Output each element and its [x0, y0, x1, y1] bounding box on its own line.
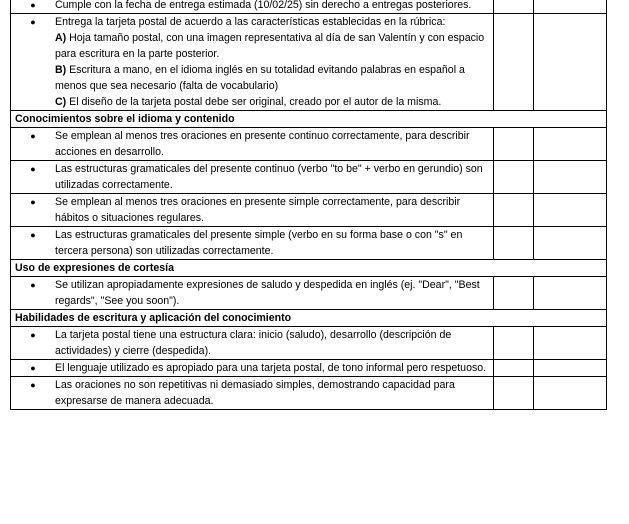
score-cell: [494, 327, 534, 360]
score-cell: [494, 128, 534, 161]
score-cell: [494, 14, 534, 111]
comment-cell: [534, 0, 607, 14]
bullet-icon: ●: [30, 363, 36, 373]
bullet-icon: ●: [30, 164, 36, 174]
sub-text: Escritura a mano, en el idioma inglés en su totalidad evitando palabras en español a menos que sea necesario (falta de vocabulario): [55, 64, 465, 92]
criterion-cell: [11, 14, 494, 111]
sub-label: B): [55, 64, 67, 76]
table-row: [11, 360, 607, 377]
sub-criterion-b: [55, 62, 493, 94]
table-row: [11, 327, 607, 360]
bullet-icon: ●: [30, 17, 36, 27]
criterion-cell: [11, 377, 494, 410]
score-cell: [494, 377, 534, 410]
rubric-table: [10, 0, 607, 410]
criterion-cell: [11, 128, 494, 161]
rubric-body: [11, 0, 607, 410]
score-cell: [494, 360, 534, 377]
criterion-cell: [11, 360, 494, 377]
comment-cell: [534, 194, 607, 227]
criterion-cell: [11, 194, 494, 227]
comment-cell: [534, 161, 607, 194]
criterion-text: Se emplean al menos tres oraciones en presente simple correctamente, para describir hábitos o situaciones regulares.: [55, 196, 461, 224]
score-cell: [494, 227, 534, 260]
table-row: [11, 277, 607, 310]
section-heading: Conocimientos sobre el idioma y contenido: [11, 111, 607, 128]
bullet-icon: ●: [30, 280, 36, 290]
bullet-icon: ●: [30, 197, 36, 207]
sub-text: Hoja tamaño postal, con una imagen representativa al día de san Valentín y con espacio para escritura en la parte posterior.: [55, 32, 485, 60]
criterion-cell: [11, 227, 494, 260]
bullet-icon: ●: [30, 131, 36, 141]
bullet-icon: ●: [30, 380, 36, 390]
criterion-text: Las oraciones no son repetitivas ni demasiado simples, demostrando capacidad para expresarse de manera adecuada.: [55, 379, 455, 407]
comment-cell: [534, 277, 607, 310]
criterion-cell: [11, 277, 494, 310]
section-heading: Uso de expresiones de cortesía: [11, 260, 607, 277]
table-row: [11, 194, 607, 227]
sub-label: A): [55, 32, 67, 44]
table-row: [11, 161, 607, 194]
sub-text: El diseño de la tarjeta postal debe ser original, creado por el autor de la misma.: [69, 96, 442, 108]
bullet-icon: ●: [30, 0, 36, 10]
criterion-text: Las estructuras gramaticales del presente simple (verbo en su forma base o con "s" en tercera persona) son utilizadas correctamente.: [55, 229, 463, 257]
criterion-text: Las estructuras gramaticales del presente continuo (verbo "to be" + verbo en gerundio) son utilizadas correctamente.: [55, 163, 483, 191]
sub-label: C): [55, 96, 67, 108]
criterion-text: Cumple con la fecha de entrega estimada (10/02/25) sin derecho a entregas posteriores.: [55, 0, 472, 11]
section-row: [11, 310, 607, 327]
score-cell: [494, 194, 534, 227]
score-cell: [494, 0, 534, 14]
criterion-cell: [11, 327, 494, 360]
criterion-text: La tarjeta postal tiene una estructura clara: inicio (saludo), desarrollo (descripción de actividades) y cierre (despedida).: [55, 329, 452, 357]
criterion-cell: [11, 161, 494, 194]
table-row: [11, 227, 607, 260]
section-heading: Habilidades de escritura y aplicación del conocimiento: [11, 310, 607, 327]
criterion-cell: [11, 0, 494, 14]
section-row: [11, 260, 607, 277]
bullet-icon: ●: [30, 230, 36, 240]
criterion-text: El lenguaje utilizado es apropiado para una tarjeta postal, de tono informal pero respetuoso.: [55, 362, 487, 374]
table-row: [11, 14, 607, 111]
comment-cell: [534, 377, 607, 410]
criterion-text: Se utilizan apropiadamente expresiones de saludo y despedida en inglés (ej. "Dear", "Best regards", "See you soon").: [55, 279, 480, 307]
table-row: [11, 377, 607, 410]
criterion-text: Entrega la tarjeta postal de acuerdo a las características establecidas en la rúbrica:: [55, 16, 446, 28]
section-row: [11, 111, 607, 128]
score-cell: [494, 161, 534, 194]
comment-cell: [534, 227, 607, 260]
comment-cell: [534, 14, 607, 111]
comment-cell: [534, 327, 607, 360]
score-cell: [494, 277, 534, 310]
criterion-text: Se emplean al menos tres oraciones en presente continuo correctamente, para describir acciones en desarrollo.: [55, 130, 470, 158]
comment-cell: [534, 360, 607, 377]
sub-criterion-c: [55, 94, 493, 110]
table-row: [11, 128, 607, 161]
comment-cell: [534, 128, 607, 161]
bullet-icon: ●: [30, 330, 36, 340]
table-row: [11, 0, 607, 14]
sub-criterion-a: [55, 30, 493, 62]
